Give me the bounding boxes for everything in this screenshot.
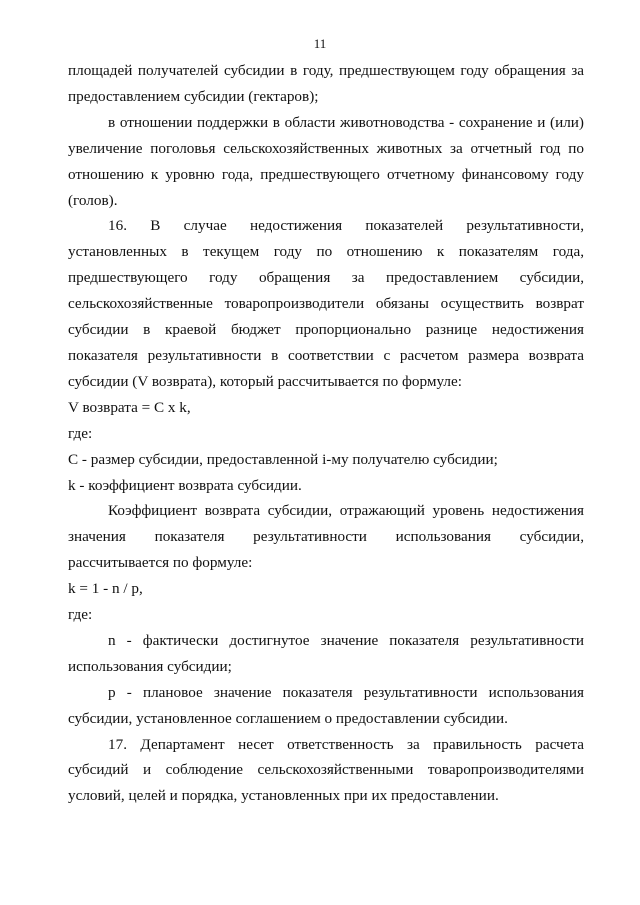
- document-body: [68, 58, 584, 809]
- paragraph-livestock: в отношении поддержки в области животноводства - сохранение и (или) увеличение поголовья сельскохозяйственных животных за отчетный год по отношению к уровню года, предшествующего отчетному финансовому году (голов).: [68, 113, 584, 209]
- where-label-1: где:: [68, 424, 93, 442]
- paragraph-16: 16. В случае недостижения показателей результативности, установленных в текущем году по отношению к показателям года, предшествующего году обращения за предоставлением субсидии, сельскохозяйственные товаропроизводители обязаны осуществить возврат субсидии в краевой бюджет пропорционально разнице недостижения показателя результативности в соответствии с расчетом размера возврата субсидии (V возврата), который рассчитывается по формуле:: [68, 217, 584, 390]
- definition-n: n - фактически достигнутое значение показателя результативности использования субсидии;: [68, 631, 584, 675]
- paragraph-area-continuation: площадей получателей субсидии в году, предшествующем году обращения за предоставлением субсидии (гектаров);: [68, 62, 584, 105]
- definition-k: k - коэффициент возврата субсидии.: [68, 476, 302, 494]
- formula-v-return: V возврата = C x k,: [68, 398, 191, 416]
- page-number: 11: [313, 36, 327, 51]
- definition-c: C - размер субсидии, предоставленной i-му получателю субсидии;: [68, 450, 498, 468]
- paragraph-17: 17. Департамент несет ответственность за правильность расчета субсидий и соблюдение сельскохозяйственными товаропроизводителями условий, целей и порядка, установленных при их предоставлении.: [68, 735, 584, 805]
- formula-k: k = 1 - n / p,: [68, 580, 143, 598]
- paragraph-coefficient: Коэффициент возврата субсидии, отражающий уровень недостижения значения показателя результативности использования субсидии, рассчитывается по формуле:: [68, 502, 584, 572]
- where-label-2: где:: [68, 606, 93, 624]
- definition-p: p - плановое значение показателя результативности использования субсидии, установленное соглашением о предоставлении субсидии.: [68, 683, 584, 727]
